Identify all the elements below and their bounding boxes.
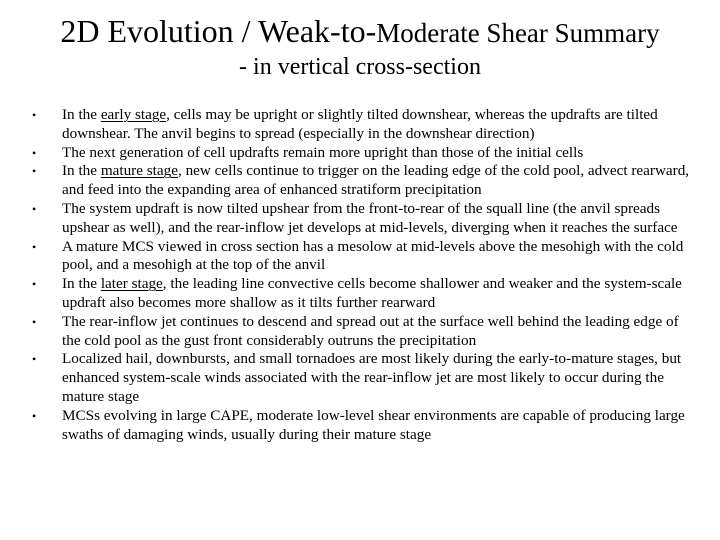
bullet-marker: • (32, 108, 37, 122)
bullet-item-early-stage (0, 106, 720, 144)
stage-term-mature: mature stage (100, 162, 178, 180)
bullet-marker: • (32, 201, 37, 216)
bullet-text-lead: In the (62, 106, 101, 123)
bullet-item-system-updraft (0, 200, 720, 238)
bullet-marker: • (32, 239, 37, 254)
bullet-item-severe-weather (0, 350, 720, 406)
bullet-item-mesolow-mesohigh (0, 238, 720, 276)
bullet-marker: • (32, 164, 37, 179)
bullet-item-mature-stage (0, 162, 720, 200)
bullet-marker: • (32, 314, 37, 329)
slide-title-tail: Moderate Shear Summary (376, 18, 660, 48)
stage-term-later: later stage (100, 275, 163, 293)
slide-title (0, 12, 720, 57)
stage-term-early: early stage (100, 106, 167, 123)
slide-title-main: 2D Evolution / Weak-to- (60, 13, 377, 49)
bullet-text-lead: In the (62, 275, 101, 293)
bullet-text: The system updraft is now tilted upshear from the front-to-rear of the squall line (the anvil spreads upshear as well), and the rear-inflow jet develops at mid-levels, diverging when it reaches the surface (62, 199, 678, 236)
bullet-text-rest: , new cells continue to trigger on the leading edge of the cold pool, advect rearward, and feed into the expanding area of enhanced stratiform precipitation (62, 162, 690, 199)
bullet-text-rest: , the leading line convective cells become shallower and weaker and the system-scale updraft also becomes more shallow as it tilts further rearward (62, 275, 682, 311)
bullet-marker: • (32, 408, 37, 423)
bullet-marker: • (32, 277, 37, 292)
bullet-text-lead: In the (62, 162, 101, 180)
bullet-text: A mature MCS viewed in cross section has a mesolow at mid-levels above the mesohigh with the cold pool, and a mesohigh at the top of the anvil (62, 237, 684, 274)
bullet-text: The rear-inflow jet continues to descend and spread out at the surface well behind the leading edge of the cold pool as the gust front considerably outruns the precipitation (62, 312, 679, 349)
bullet-text: Localized hail, downbursts, and small tornadoes are most likely during the early-to-mature stages, but enhanced system-scale winds associated with the rear-inflow jet are most likely to occur during the mature stage (62, 350, 682, 405)
bullet-marker: • (32, 352, 37, 367)
slide-subtitle: - in vertical cross-section (239, 54, 481, 80)
bullet-text: The next generation of cell updrafts remain more upright than those of the initial cells (62, 143, 584, 161)
bullet-item-next-generation (0, 144, 720, 163)
bullet-list (0, 106, 720, 444)
bullet-item-large-cape (0, 407, 720, 445)
bullet-item-later-stage (0, 275, 720, 313)
bullet-text: MCSs evolving in large CAPE, moderate low-level shear environments are capable of producing large swaths of damaging winds, usually during their mature stage (62, 406, 685, 443)
bullet-item-rear-inflow-jet (0, 313, 720, 351)
bullet-marker: • (32, 145, 37, 160)
bullet-text-rest: , cells may be upright or slightly tilted downshear, whereas the updrafts are tilted downshear. The anvil begins to spread (especially in the downshear direction) (62, 106, 658, 142)
